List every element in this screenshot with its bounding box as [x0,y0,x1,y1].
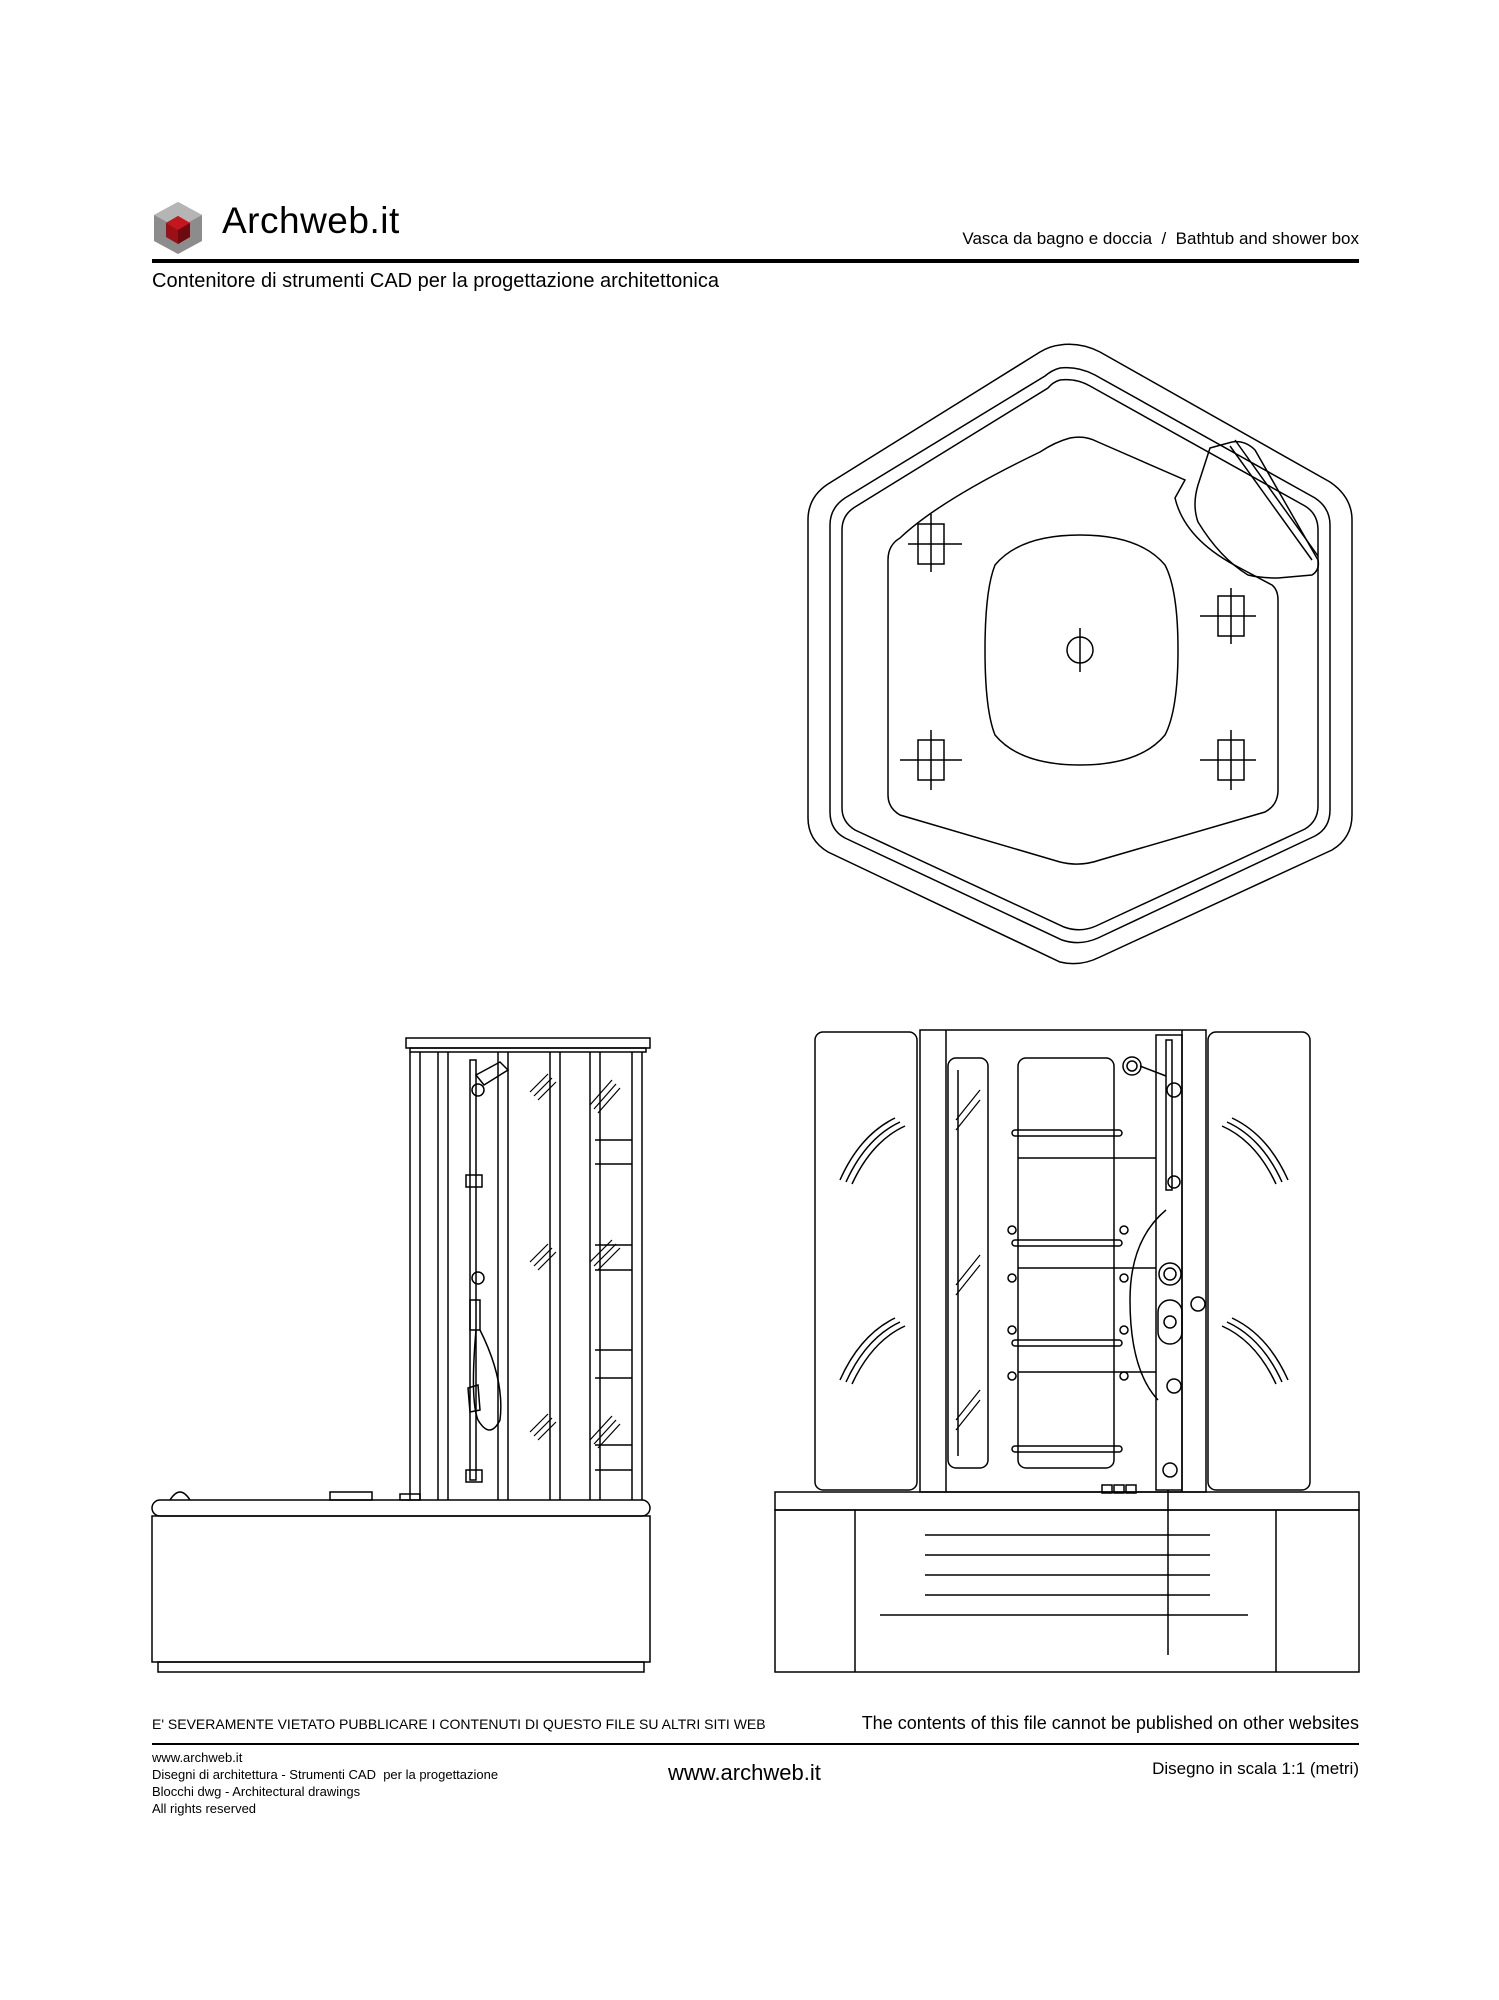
footer-credit-line: Blocchi dwg - Architectural drawings [152,1784,361,1799]
front-body-jets [1008,1226,1128,1380]
footer-scale-note: Disegno in scala 1:1 (metri) [1152,1759,1359,1778]
footer-warning-italian: E' SEVERAMENTE VIETATO PUBBLICARE I CONTENUTI DI QUESTO FILE SU ALTRI SITI WEB [152,1716,766,1732]
side-glass-hatches [530,1074,620,1448]
plan-seat [985,535,1178,765]
footer-credit-line: All rights reserved [152,1801,257,1816]
footer-credits [152,1749,498,1817]
plan-basin [888,437,1278,864]
drawing-title: Vasca da bagno e doccia / Bathtub and shower box [962,229,1359,248]
plan-view [808,344,1352,963]
footer-rule [152,1743,1359,1745]
side-shower-column [466,1060,508,1482]
footer-credit-line: www.archweb.it [152,1750,243,1765]
front-shower-column [1123,1035,1205,1490]
footer-credit-line: Disegni di architettura - Strumenti CAD per la progettazione [152,1767,499,1782]
side-elevation [152,1038,650,1672]
plan-jets [900,514,1256,790]
tagline: Contenitore di strumenti CAD per la progettazione architettonica [152,270,719,292]
footer-warning-english: The contents of this file cannot be published on other websites [861,1713,1359,1733]
plan-headrest [1195,442,1318,578]
archweb-logo-text: Archweb.it [222,200,400,241]
front-handrails [1012,1130,1156,1452]
footer-site-link[interactable]: www.archweb.it [668,1760,821,1785]
front-elevation [775,1030,1359,1672]
